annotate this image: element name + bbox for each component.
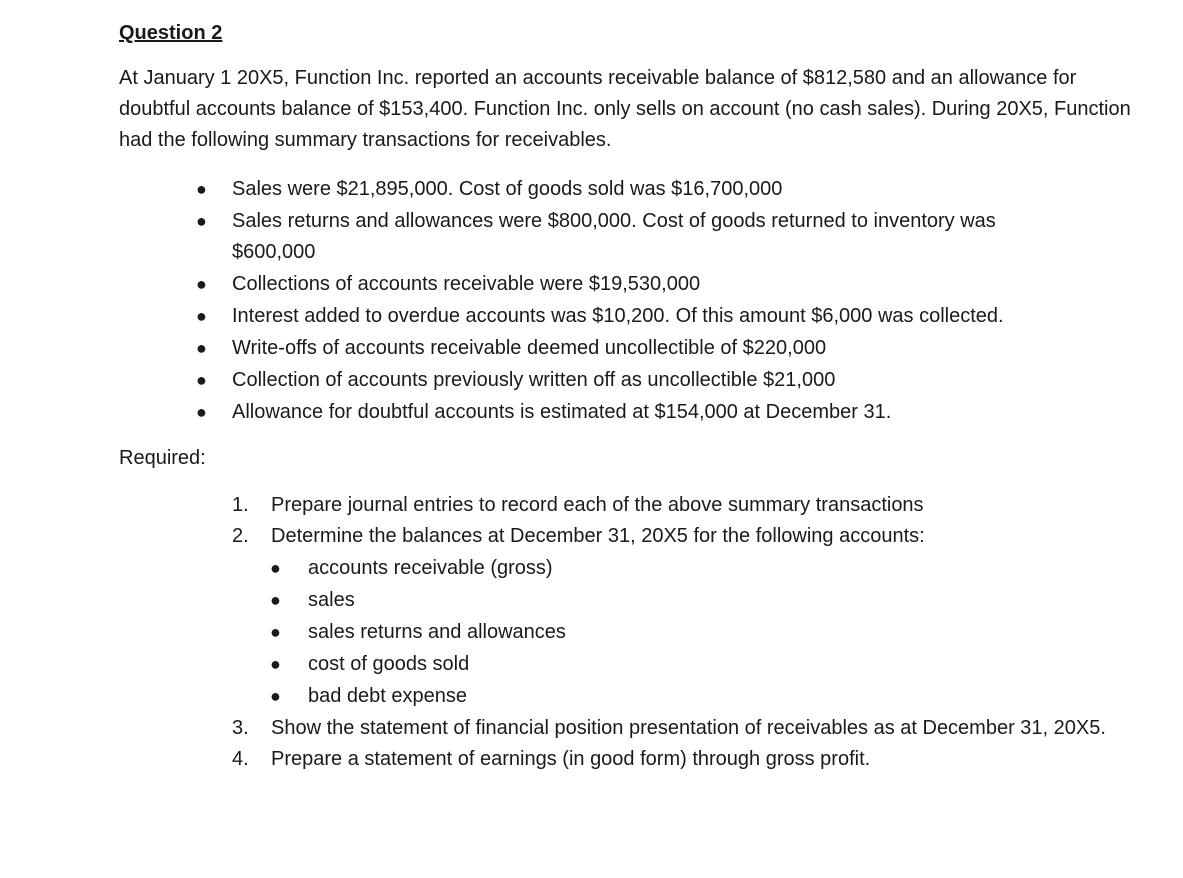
bullet-icon: ● — [196, 274, 207, 294]
step-item — [232, 490, 1122, 521]
transaction-text: Collections of accounts receivable were $19,530,000 — [232, 273, 701, 295]
bullet-icon: ● — [270, 686, 281, 706]
account-item — [232, 585, 1122, 616]
account-item — [232, 553, 1122, 584]
transaction-item — [196, 269, 1112, 300]
transaction-text: Sales returns and allowances were $800,000. Cost of goods returned to inventory was $600,000 — [232, 210, 996, 263]
step-item — [232, 713, 1122, 744]
transaction-item — [196, 301, 1112, 332]
bullet-icon: ● — [196, 179, 207, 199]
account-text: bad debt expense — [308, 685, 468, 707]
account-text: sales returns and allowances — [308, 621, 566, 643]
bullet-icon: ● — [270, 654, 281, 674]
bullet-icon: ● — [196, 306, 207, 326]
step-number: 2. — [232, 525, 249, 547]
accounts-list — [232, 553, 1122, 712]
step-number: 4. — [232, 748, 249, 770]
transaction-item — [196, 174, 1112, 205]
step-number: 1. — [232, 494, 249, 516]
bullet-icon: ● — [270, 558, 281, 578]
required-steps — [232, 490, 1122, 775]
transaction-text: Allowance for doubtful accounts is estimated at $154,000 at December 31. — [232, 401, 892, 423]
step-text: Show the statement of financial position presentation of receivables as at December 31, 20X5. — [271, 717, 1106, 739]
bullet-icon: ● — [270, 590, 281, 610]
account-text: cost of goods sold — [308, 653, 470, 675]
transaction-item — [196, 206, 1052, 268]
account-item — [232, 617, 1122, 648]
step-text: Prepare journal entries to record each of the above summary transactions — [271, 494, 924, 516]
transaction-item — [196, 333, 1112, 364]
required-label: Required: — [119, 447, 206, 469]
bullet-icon: ● — [196, 338, 207, 358]
transaction-text: Interest added to overdue accounts was $10,200. Of this amount $6,000 was collected. — [232, 305, 1004, 327]
bullet-icon: ● — [196, 211, 207, 231]
transaction-item — [196, 365, 1112, 396]
transaction-text: Collection of accounts previously written off as uncollectible $21,000 — [232, 369, 836, 391]
step-text: Prepare a statement of earnings (in good form) through gross profit. — [271, 748, 871, 770]
account-item — [232, 649, 1122, 680]
transaction-text: Write-offs of accounts receivable deemed uncollectible of $220,000 — [232, 337, 827, 359]
bullet-icon: ● — [270, 622, 281, 642]
step-item — [232, 744, 1122, 775]
step-number: 3. — [232, 717, 249, 739]
account-text: accounts receivable (gross) — [308, 557, 553, 579]
bullet-icon: ● — [196, 370, 207, 390]
bullet-icon: ● — [196, 402, 207, 422]
transaction-item — [196, 397, 1112, 428]
question-title: Question 2 — [119, 22, 223, 44]
transactions-list — [196, 174, 1112, 429]
step-text: Determine the balances at December 31, 20X5 for the following accounts: — [271, 525, 925, 547]
intro-paragraph: At January 1 20X5, Function Inc. reported an accounts receivable balance of $812,580 and an allowance for doubtful accounts balance of $153,400. Function Inc. only sells on account (no cash sales). During 20X5, Function had the following summary transactions for receivables. — [119, 67, 1131, 151]
step-item — [232, 521, 1122, 712]
transaction-text: Sales were $21,895,000. Cost of goods sold was $16,700,000 — [232, 178, 783, 200]
account-text: sales — [308, 589, 355, 611]
account-item — [232, 681, 1122, 712]
